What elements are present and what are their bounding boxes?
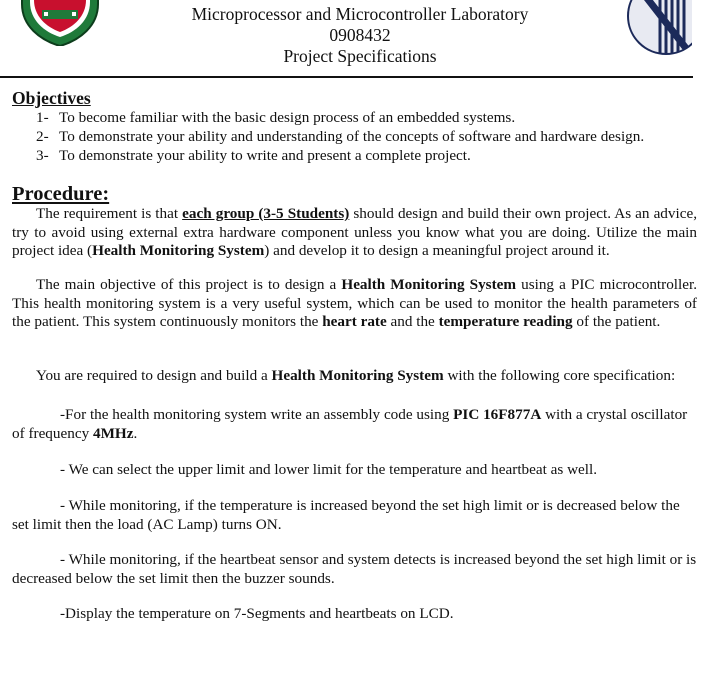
spec-item-temperature: - While monitoring, if the temperature is increased beyond the set high limit or is decreased below the set limit then the load (AC Lamp) turns ON. <box>12 497 680 533</box>
procedure-heading: Procedure: <box>12 183 110 205</box>
specification-intro-paragraph: You are required to design and build a Health Monitoring System with the following core specification: <box>36 367 676 384</box>
objectives-list <box>36 108 696 165</box>
spec-item-display: -Display the temperature on 7-Segments and heartbeats on LCD. <box>60 605 454 622</box>
objective-paragraph: The main objective of this project is to design a Health Monitoring System using a PIC microcontroller. This health monitoring system is a very useful system, which can be used to monitor the health parameters of the patient. This system continuously monitors the heart rate and the temperature reading of the patient. <box>12 276 697 330</box>
document-title: Project Specifications <box>283 46 437 66</box>
header-divider <box>0 76 693 78</box>
course-code: 0908432 <box>329 25 391 45</box>
spec-item-heartbeat: - While monitoring, if the heartbeat sensor and system detects is increased beyond the set high limit or is decreased below the set limit then the buzzer sounds. <box>12 551 697 587</box>
objective-item: 3- To demonstrate your ability to write and present a complete project. <box>36 147 471 164</box>
requirement-paragraph: The requirement is that each group (3-5 Students) should design and build their own project. As an advice, try to avoid using external extra hardware component unless you know what you are doing. Utilize the main project idea (Health Monitoring System) and develop it to design a meaningful project around it. <box>12 205 697 259</box>
course-title: Microprocessor and Microcontroller Laboratory <box>191 4 529 24</box>
objective-item: 2- To demonstrate your ability and understanding of the concepts of software and hardware design. <box>36 128 645 145</box>
spec-item-limits: - We can select the upper limit and lower limit for the temperature and heartbeat as well. <box>60 461 598 478</box>
objective-item: 1- To become familiar with the basic design process of an embedded systems. <box>36 109 516 126</box>
spec-item-assembly: -For the health monitoring system write an assembly code using PIC 16F877A with a crystal oscillator of frequency 4MHz. <box>12 406 688 442</box>
objectives-heading: Objectives <box>12 88 91 108</box>
